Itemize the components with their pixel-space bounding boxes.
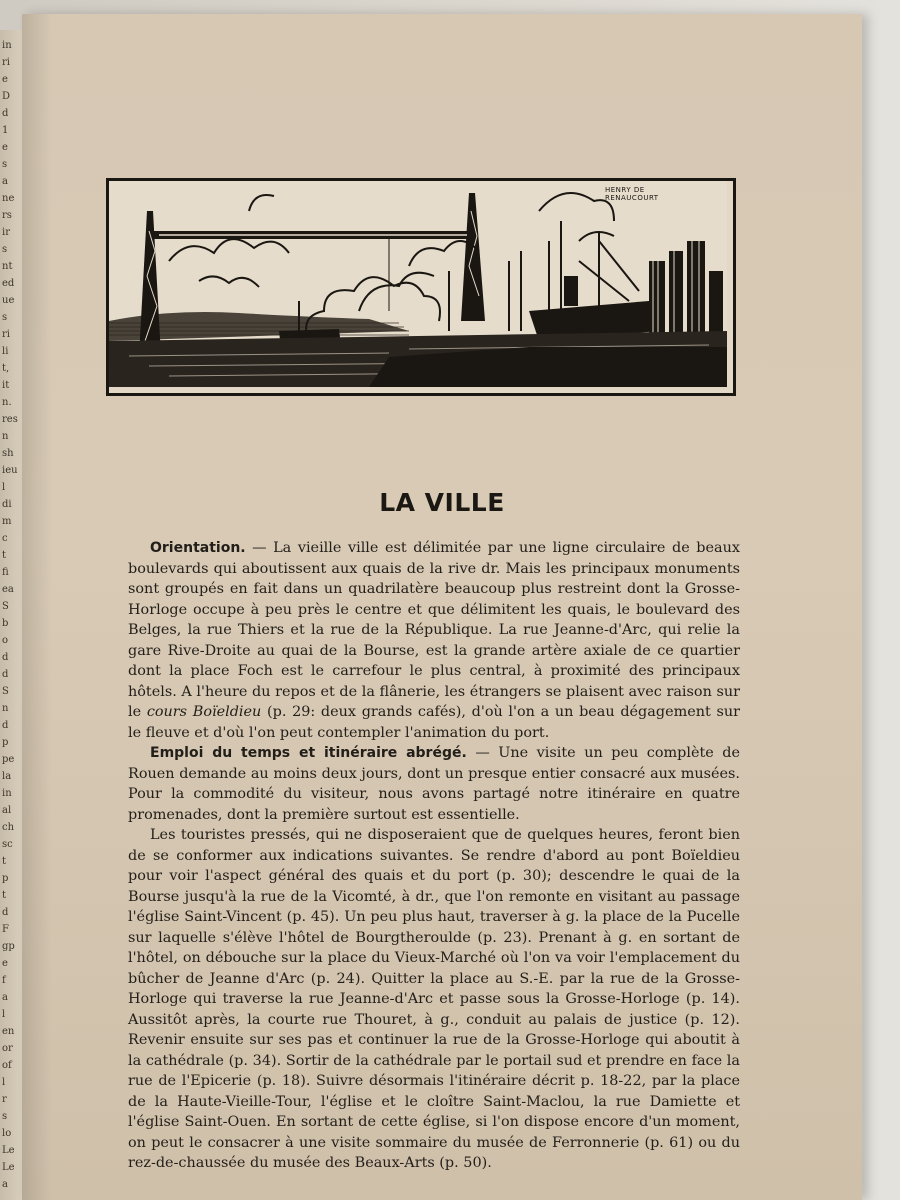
facing-page-fragment: t, <box>2 363 10 374</box>
facing-page-fragment: F <box>2 924 9 935</box>
facing-page-fragment: al <box>2 805 12 816</box>
facing-page-fragment: ir <box>2 227 10 238</box>
facing-page-fragment: a <box>2 176 8 187</box>
facing-page-fragment: d <box>2 652 9 663</box>
body-text <box>128 538 740 1174</box>
facing-page-fragment: l <box>2 1009 6 1020</box>
facing-page-fragment: l <box>2 482 6 493</box>
facing-page-fragment: f <box>2 975 6 986</box>
facing-page-fragment: n <box>2 703 9 714</box>
facing-page-fragment: en <box>2 1026 15 1037</box>
facing-page-fragment: pe <box>2 754 15 765</box>
facing-page-fragment: D <box>2 91 11 102</box>
facing-page-fragment: s <box>2 312 8 323</box>
port-illustration <box>106 178 736 396</box>
facing-page-fragment: d <box>2 669 9 680</box>
facing-page-fragment: p <box>2 737 9 748</box>
facing-page-fragment: Le <box>2 1162 15 1173</box>
facing-page-fragment: d <box>2 907 9 918</box>
signature-line-2: RENAUCOURT <box>605 194 659 202</box>
facing-page-fragment: it <box>2 380 10 391</box>
facing-page-fragment: S <box>2 601 9 612</box>
emphasized-text: cours Boïeldieu <box>146 704 262 720</box>
facing-page-fragment: nt <box>2 261 13 272</box>
facing-page-fragment: or <box>2 1043 13 1054</box>
facing-page-fragment: sh <box>2 448 14 459</box>
facing-page-fragment: t <box>2 856 7 867</box>
facing-page-fragment: lo <box>2 1128 12 1139</box>
paragraph-text: (p. 29: deux grands cafés), d'où l'on a un beau dégagement sur le fleuve et d'où l'on peut contempler l'animation du port. <box>128 704 741 741</box>
page-title: LA VILLE <box>379 488 505 517</box>
facing-page-fragment: b <box>2 618 9 629</box>
facing-page-fragment: ri <box>2 57 10 68</box>
facing-page-fragment: e <box>2 142 8 153</box>
facing-page-fragment: ch <box>2 822 15 833</box>
facing-page-fragment: S <box>2 686 9 697</box>
facing-page-fragment: s <box>2 159 8 170</box>
facing-page-fragment: ne <box>2 193 15 204</box>
artist-signature <box>605 186 659 202</box>
facing-page-fragment: ri <box>2 329 10 340</box>
facing-page-fragment: la <box>2 771 12 782</box>
facing-page-fragment: n <box>2 431 9 442</box>
facing-page-fragment: r <box>2 1094 7 1105</box>
facing-page-fragment: Le <box>2 1145 15 1156</box>
facing-page-fragment: ue <box>2 295 15 306</box>
facing-page-fragment: t <box>2 890 7 901</box>
facing-page-fragment: e <box>2 74 8 85</box>
facing-page-fragment: of <box>2 1060 12 1071</box>
facing-page-fragment: d <box>2 108 9 119</box>
paragraph-heading: Orientation. <box>150 540 246 556</box>
facing-page-fragment: a <box>2 992 8 1003</box>
facing-page-fragment: rs <box>2 210 12 221</box>
facing-page-fragment: m <box>2 516 12 527</box>
paragraph-text: — Une visite un peu complète de Rouen demande au moins deux jours, dont un presque entier consacré aux musées. Pour la commodité du visiteur, nous avons partagé notre itinéraire en quatre promenades, dont la première surtout est essentielle. <box>128 745 740 823</box>
facing-page-fragment: 1 <box>2 125 9 136</box>
facing-page-fragment: gp <box>2 941 15 952</box>
facing-page-fragment: l <box>2 1077 6 1088</box>
paragraph <box>128 538 740 743</box>
facing-page-fragment: in <box>2 788 12 799</box>
facing-page-fragment: sc <box>2 839 13 850</box>
facing-page-fragment: ieu <box>2 465 18 476</box>
facing-page-fragment: fi <box>2 567 9 578</box>
facing-page-fragment: s <box>2 1111 8 1122</box>
facing-page-fragment: c <box>2 533 8 544</box>
signature-line-1: HENRY DE <box>605 186 645 194</box>
facing-page-fragment: p <box>2 873 9 884</box>
paragraph <box>128 825 740 1174</box>
facing-page-fragment: t <box>2 550 7 561</box>
harbor-engraving-icon <box>109 181 727 387</box>
paragraph <box>128 743 740 825</box>
facing-page-fragment: e <box>2 958 8 969</box>
facing-page-fragment: d <box>2 720 9 731</box>
paragraph-text: — La vieille ville est délimitée par une ligne circulaire de beaux boulevards qui aboutissent aux quais de la rive dr. Mais les principaux monuments sont groupés en fait dans un quadrilatère beaucoup plus restreint dont la Grosse-Horloge occupe à peu près le centre et que délimitent les quais, le boulevard des Belges, la rue Thiers et la rue de la République. La rue Jeanne-d'Arc, qui relie la gare Rive-Droite au quai de la Bourse, est la grande artère axiale de ce quartier dont la place Foch est le carrefour le plus central, à proximité des principaux hôtels. A l'heure du repos et de la flânerie, les étrangers se plaisent avec raison sur le <box>128 540 740 720</box>
paragraph-text: Les touristes pressés, qui ne disposeraient que de quelques heures, feront bien de se conformer aux indications suivantes. Se rendre d'abord au pont Boïeldieu pour voir l'aspect général des quais et du port (p. 30); descendre le quai de la Bourse jusqu'à la rue de la Vicomté, à dr., que l'on remonte en visitant au passage l'église Saint-Vincent (p. 45). Un peu plus haut, traverser à g. la place de la Pucelle sur laquelle s'élève l'hôtel de Bourgtheroulde (p. 23). Prenant à g. en sortant de l'hôtel, on débouche sur la place du Vieux-Marché où l'on va voir l'emplacement du bûcher de Jeanne d'Arc (p. 24). Quitter la place au S.-E. par la rue de la Grosse-Horloge qui traverse la rue Jeanne-d'Arc et passe sous la Grosse-Horloge (p. 14). Aussitôt après, la courte rue Thouret, à g., conduit au palais de justice (p. 12). Revenir ensuite sur ses pas et continuer la rue de la Grosse-Horloge qui aboutit à la cathédrale (p. 34). Sortir de la cathédrale par le portail sud et prendre en face la rue de l'Epicerie (p. 18). Suivre désormais l'itinéraire décrit p. 18-22, par la place de la Haute-Vieille-Tour, l'église et le cloître Saint-Maclou, la rue Damiette et l'église Saint-Ouen. En sortant de cette église, si l'on dispose encore d'un moment, on peut le consacrer à une visite sommaire du musée de Ferronnerie (p. 61) ou du rez-de-chaussée du musée des Beaux-Arts (p. 50). <box>128 827 740 1171</box>
facing-page-fragment: in <box>2 40 12 51</box>
facing-page-fragment: n. <box>2 397 12 408</box>
facing-page-fragment: di <box>2 499 12 510</box>
facing-page-fragment: ea <box>2 584 14 595</box>
book-page <box>22 14 862 1200</box>
facing-page-fragment: a <box>2 1179 8 1190</box>
facing-page-fragment: ed <box>2 278 15 289</box>
paragraph-heading: Emploi du temps et itinéraire abrégé. <box>150 745 467 761</box>
facing-page-fragment: res <box>2 414 18 425</box>
facing-page-fragment: li <box>2 346 9 357</box>
facing-page-fragment: o <box>2 635 9 646</box>
facing-page-fragment: s <box>2 244 8 255</box>
